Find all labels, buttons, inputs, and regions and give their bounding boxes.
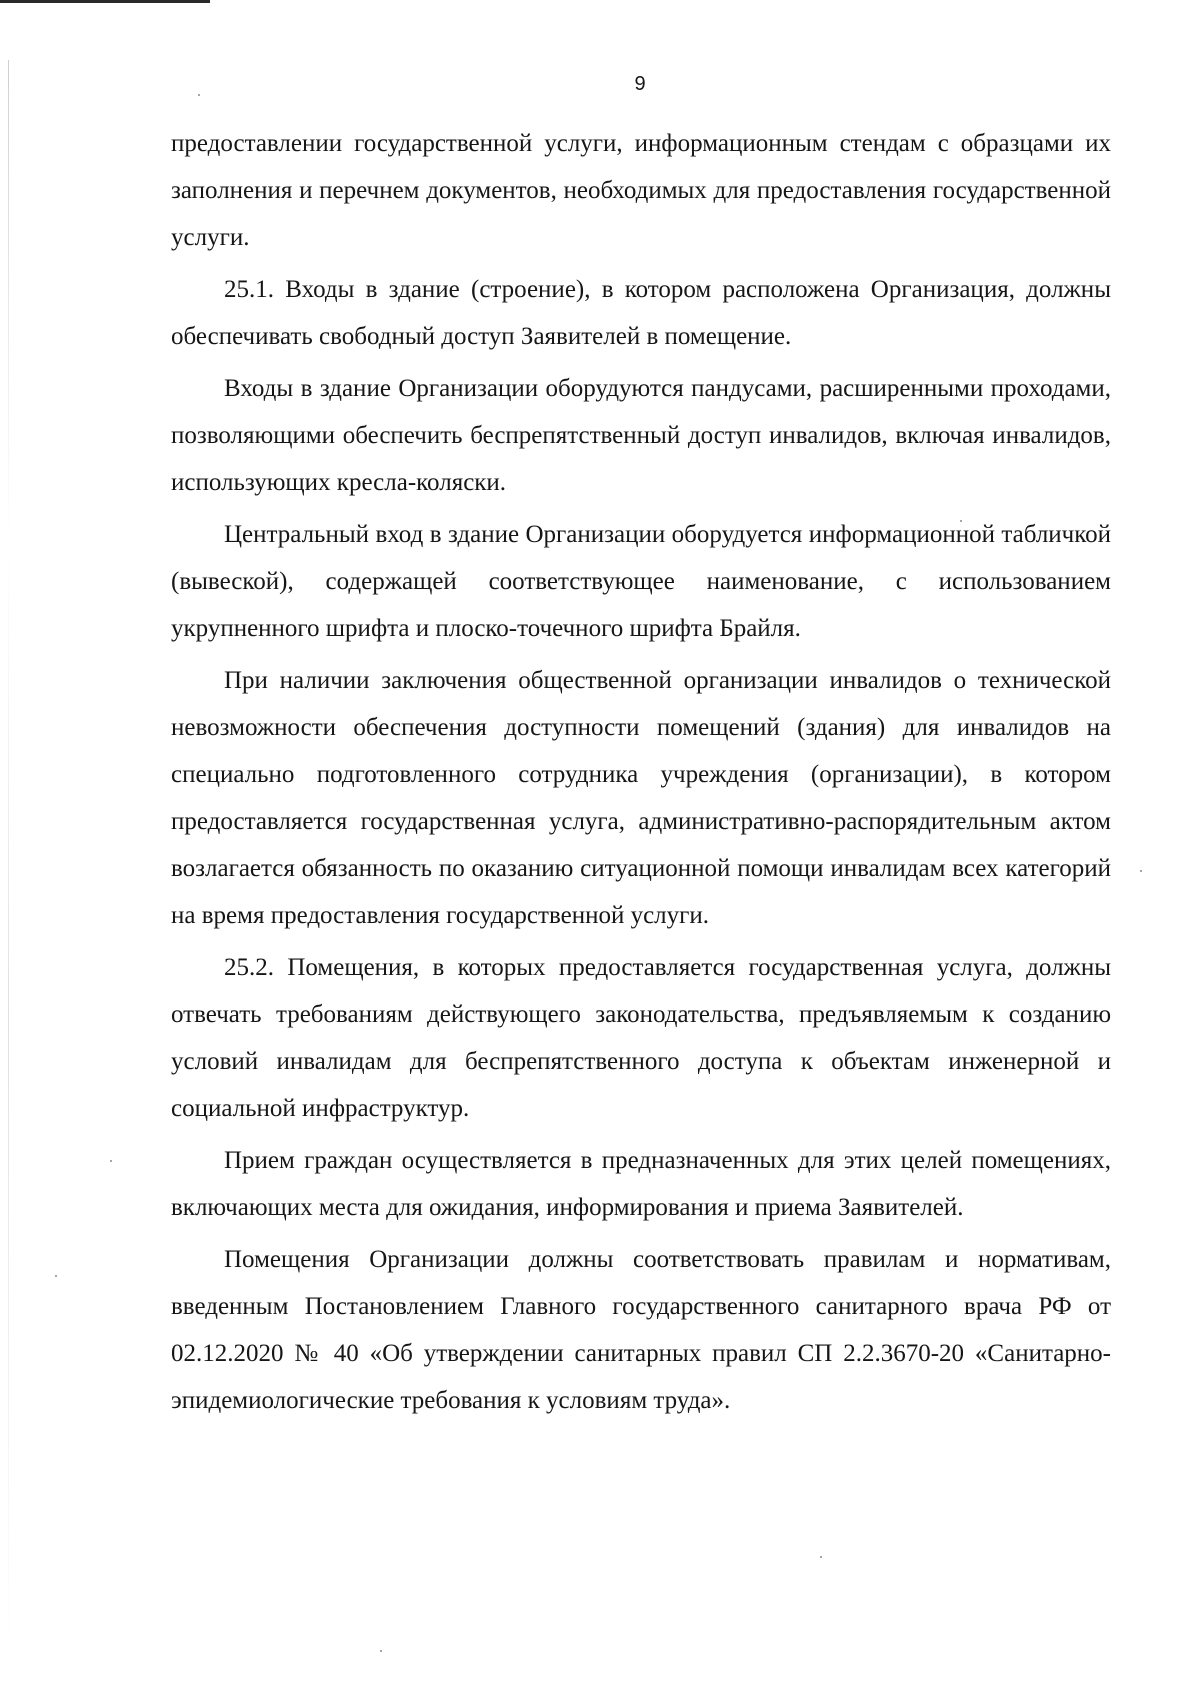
paragraph-25-1: 25.1. Входы в здание (строение), в котором расположена Организация, должны обеспечивать свободный доступ Заявителей в помещение. [171,276,1111,350]
paragraph-continuation: предоставлении государственной услуги, информационным стендам с образцами их заполнения и перечнем документов, необходимых для предоставления государственной услуги. [171,130,1111,251]
paragraph-central-entrance: Центральный вход в здание Организации оборудуется информационной табличкой (вывеской), содержащей соответствующее наименование, с использованием укрупненного шрифта и плоско-точечного шрифта Брайля. [171,521,1111,642]
scan-artifact-bar [0,0,210,3]
paragraph-situational-assistance: При наличии заключения общественной организации инвалидов о технической невозможности обеспечения доступности помещений (здания) для инвалидов на специально подготовленного сотрудника учреждения (организации), в котором предоставляется государственная услуга, административно-распорядительным актом возлагается обязанность по оказанию ситуационной помощи инвалидам всех категорий на время предоставления государственной услуги. [171,667,1111,929]
paragraph-sanitary-rules: Помещения Организации должны соответствовать правилам и нормативам, введенным Постановлением Главного государственного санитарного врача РФ от 02.12.2020 № 40 «Об утверждении санитарных правил СП 2.2.3670-20 «Санитарно-эпидемиологические требования к условиям труда». [171,1246,1111,1414]
paragraph-entrances-ramps: Входы в здание Организации оборудуются пандусами, расширенными проходами, позволяющими обеспечить беспрепятственный доступ инвалидов, включая инвалидов, использующих кресла-коляски. [171,375,1111,496]
scan-speck [380,1650,382,1652]
scan-edge-shadow [8,60,9,1660]
scan-speck [1140,870,1142,872]
document-body [171,120,1111,1429]
paragraph-25-2: 25.2. Помещения, в которых предоставляется государственная услуга, должны отвечать требованиям действующего законодательства, предъявляемым к созданию условий инвалидам для беспрепятственного доступа к объектам инженерной и социальной инфраструктур. [171,954,1111,1122]
scan-speck [55,1275,57,1277]
page-number: 9 [634,73,646,95]
paragraph-reception: Прием граждан осуществляется в предназначенных для этих целей помещениях, включающих места для ожидания, информирования и приема Заявителей. [171,1147,1111,1221]
scan-speck [110,1160,112,1162]
scan-speck [820,1556,822,1558]
